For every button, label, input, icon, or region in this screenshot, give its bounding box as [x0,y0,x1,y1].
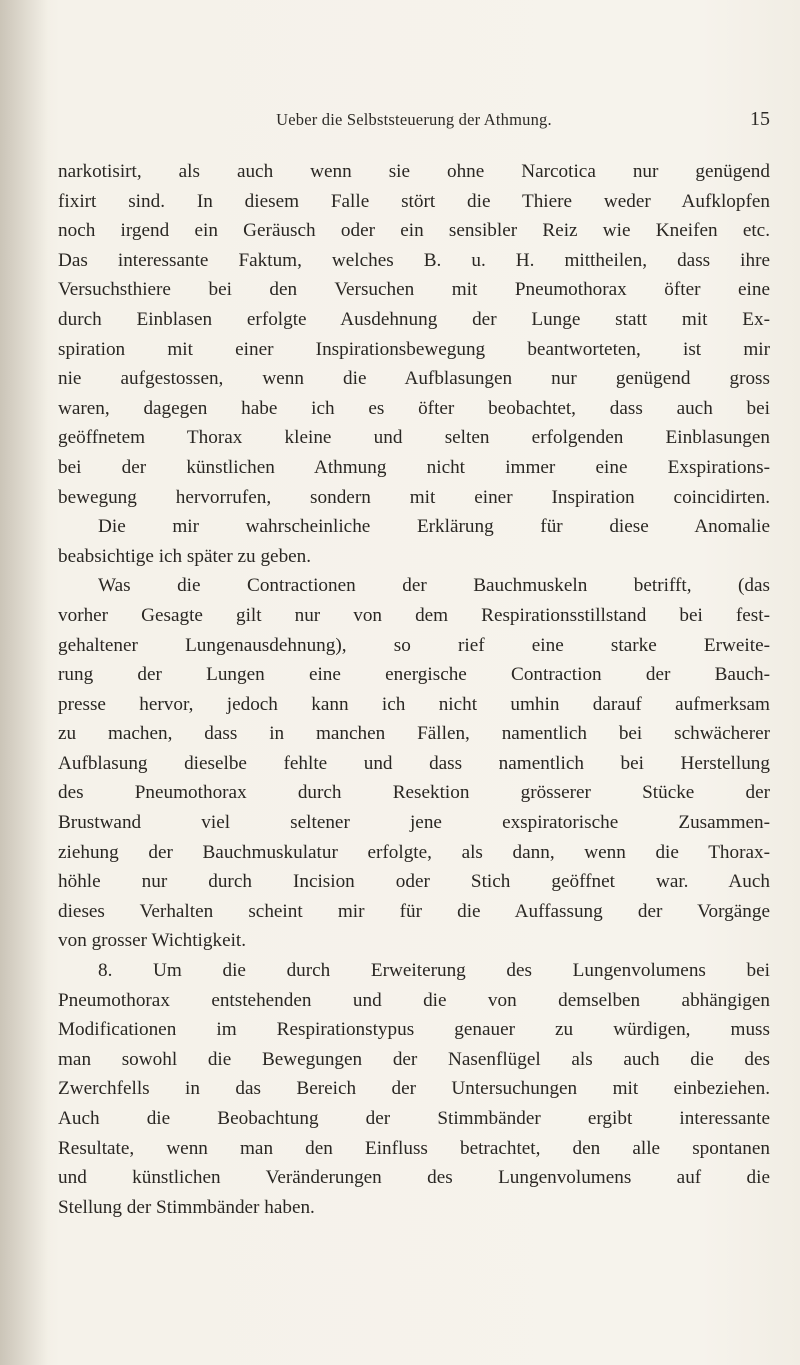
text-line: ziehung der Bauchmuskulatur erfolgte, als dann, wenn die Thorax- [58,841,770,863]
text-line: Was die Contractionen der Bauchmuskeln betrifft, (das [98,575,770,597]
text-line: Aufblasung dieselbe fehlte und dass namentlich bei Herstellung [58,752,770,774]
text-line: Das interessante Faktum, welches B. u. H. mittheilen, dass ihre [58,249,770,271]
text-line: Die mir wahrscheinliche Erklärung für diese Anomalie [98,516,770,538]
text-line: vorher Gesagte gilt nur von dem Respirationsstillstand bei fest- [58,604,770,626]
text-line: Auch die Beobachtung der Stimmbänder ergibt interessante [58,1108,770,1129]
text-line: höhle nur durch Incision oder Stich geöffnet war. Auch [58,871,770,893]
body-text [58,157,770,1222]
text-line: beabsichtige ich später zu geben. [58,545,312,567]
text-line: Resultate, wenn man den Einfluss betrachtet, den alle spontanen [58,1137,770,1159]
text-line: Pneumothorax entstehenden und die von demselben abhängigen [58,989,770,1011]
text-line: spiration mit einer Inspirationsbewegung beantworteten, ist mir [58,338,770,360]
text-line: Zwerchfells in das Bereich der Untersuchungen mit einbeziehen. [58,1078,770,1100]
text-line: waren, dagegen habe ich es öfter beobachtet, dass auch bei [58,397,770,419]
text-line: bewegung hervorrufen, sondern mit einer Inspiration coincidirten. [58,486,770,508]
text-line: 8. Um die durch Erweiterung des Lungenvolumens bei [98,960,770,982]
page-gutter-shadow [0,0,48,1365]
running-header [58,110,770,140]
running-title: Ueber die Selbststeuerung der Athmung. [276,110,552,129]
text-line: Brustwand viel seltener jene exspiratorische Zusammen- [58,812,770,834]
page-number: 15 [750,108,770,130]
text-line: zu machen, dass in manchen Fällen, namentlich bei schwächerer [58,723,770,745]
text-line: geöffnetem Thorax kleine und selten erfolgenden Einblasungen [58,427,770,449]
text-line: man sowohl die Bewegungen der Nasenflügel als auch die des [58,1048,770,1070]
text-line: und künstlichen Veränderungen des Lungenvolumens auf die [58,1167,770,1189]
text-line: Versuchsthiere bei den Versuchen mit Pneumothorax öfter eine [58,279,770,301]
text-line: Stellung der Stimmbänder haben. [58,1196,315,1218]
text-line: des Pneumothorax durch Resektion grösserer Stücke der [58,782,770,804]
text-line: noch irgend ein Geräusch oder ein sensibler Reiz wie Kneifen etc. [58,220,770,242]
text-line: gehaltener Lungenausdehnung), so rief eine starke Erweite- [58,634,770,656]
text-line: presse hervor, jedoch kann ich nicht umhin darauf aufmerksam [58,693,770,715]
text-line: Modificationen im Respirationstypus genauer zu würdigen, muss [58,1019,770,1041]
text-line: rung der Lungen eine energische Contraction der Bauch- [58,664,770,686]
text-line: bei der künstlichen Athmung nicht immer eine Exspirations- [58,456,770,478]
text-line: nie aufgestossen, wenn die Aufblasungen nur genügend gross [58,368,770,390]
text-line: narkotisirt, als auch wenn sie ohne Narcotica nur genügend [58,161,770,182]
text-line: dieses Verhalten scheint mir für die Auffassung der Vorgänge [58,900,770,922]
text-line: durch Einblasen erfolgte Ausdehnung der Lunge statt mit Ex- [58,308,770,330]
text-line: von grosser Wichtigkeit. [58,930,247,952]
text-line: fixirt sind. In diesem Falle stört die Thiere weder Aufklopfen [58,190,770,212]
